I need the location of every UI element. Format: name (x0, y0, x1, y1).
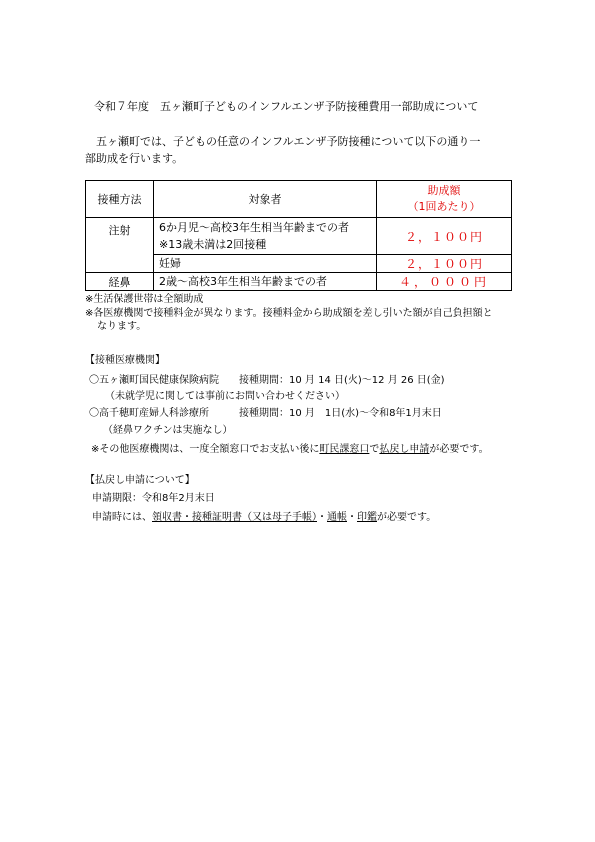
subsidy-table (85, 180, 512, 291)
method-cell-nasal: 経鼻 (86, 273, 154, 291)
docs-sep: ・ (347, 512, 357, 523)
target-cell: 2歳～高校3年生相当年齢までの者 (154, 273, 377, 291)
docs-passbook: 通帳 (327, 512, 347, 523)
amount-value: ２，１００円 (404, 229, 483, 244)
clinics-heading: 【接種医療機関】 (85, 355, 165, 366)
target-cell: 妊婦 (154, 255, 377, 273)
clinic-gokase: 〇五ヶ瀬町国民健康保険病院 接種期間：10 月 14 日(火)～12 月 26 日(金) (89, 375, 445, 386)
refund-deadline: 申請期限：令和8年2月末日 (92, 493, 215, 504)
docs-pre: 申請時には、 (92, 512, 152, 523)
amount-cell (377, 273, 512, 291)
refund-application: 払戻し申請 (379, 444, 430, 455)
other-post: が必要です。 (429, 444, 489, 455)
refund-heading: 【払戻し申請について】 (85, 475, 195, 486)
target-line: 6か月児～高校3年生相当年齢までの者 (159, 221, 349, 234)
docs-post: が必要です。 (377, 512, 437, 523)
table-row (86, 273, 512, 291)
header-method: 接種方法 (86, 181, 154, 218)
clinic-takachiho: 〇高千穂町産婦人科診療所 接種期間：10 月 1日(水)～令和8年1月末日 (89, 408, 442, 419)
header-amount-line2: （1回あたり） (407, 200, 481, 213)
page-title: 令和７年度 五ヶ瀬町子どものインフルエンザ予防接種費用一部助成について (94, 100, 479, 113)
other-mid: で (369, 444, 380, 455)
docs-sep: ・ (317, 512, 327, 523)
docs-receipt: 領収書・接種証明書（又は母子手帳） (152, 512, 317, 523)
amount-cell (377, 255, 512, 273)
header-amount (377, 181, 512, 218)
docs-seal: 印鑑 (357, 512, 377, 523)
header-amount-line1: 助成額 (427, 184, 461, 197)
table-row (86, 218, 512, 255)
refund-documents (92, 513, 436, 523)
note-fee-difference: ※各医療機関で接種料金が異なります。接種料金から助成額を差し引いた額が自己負担額と (85, 308, 493, 319)
method-cell-injection: 注射 (86, 218, 154, 273)
other-pre: ※その他医療機関は、一度全額窓口でお支払い後に (91, 444, 320, 455)
note-welfare: ※生活保護世帯は全額助成 (85, 294, 204, 305)
amount-value: ２，１００円 (404, 257, 483, 271)
town-office-counter: 町民課窓口 (319, 444, 370, 455)
table-header-row (86, 181, 512, 218)
intro-line-2: 部助成を行います。 (85, 152, 184, 165)
clinic-gokase-note: （未就学児に関しては事前にお問い合わせください） (105, 391, 345, 402)
clinic-takachiho-note: （経鼻ワクチンは実施なし） (103, 425, 233, 436)
target-note: ※13歳未満は2回接種 (159, 238, 267, 251)
other-clinics-note (91, 445, 489, 455)
note-fee-difference-cont: なります。 (97, 321, 147, 332)
intro-line-1: 五ヶ瀬町では、子どもの任意のインフルエンザ予防接種について以下の通り一 (96, 135, 481, 148)
amount-cell (377, 218, 512, 255)
target-cell (154, 218, 377, 255)
header-target: 対象者 (154, 181, 377, 218)
amount-value: ４，０００円 (398, 275, 489, 289)
